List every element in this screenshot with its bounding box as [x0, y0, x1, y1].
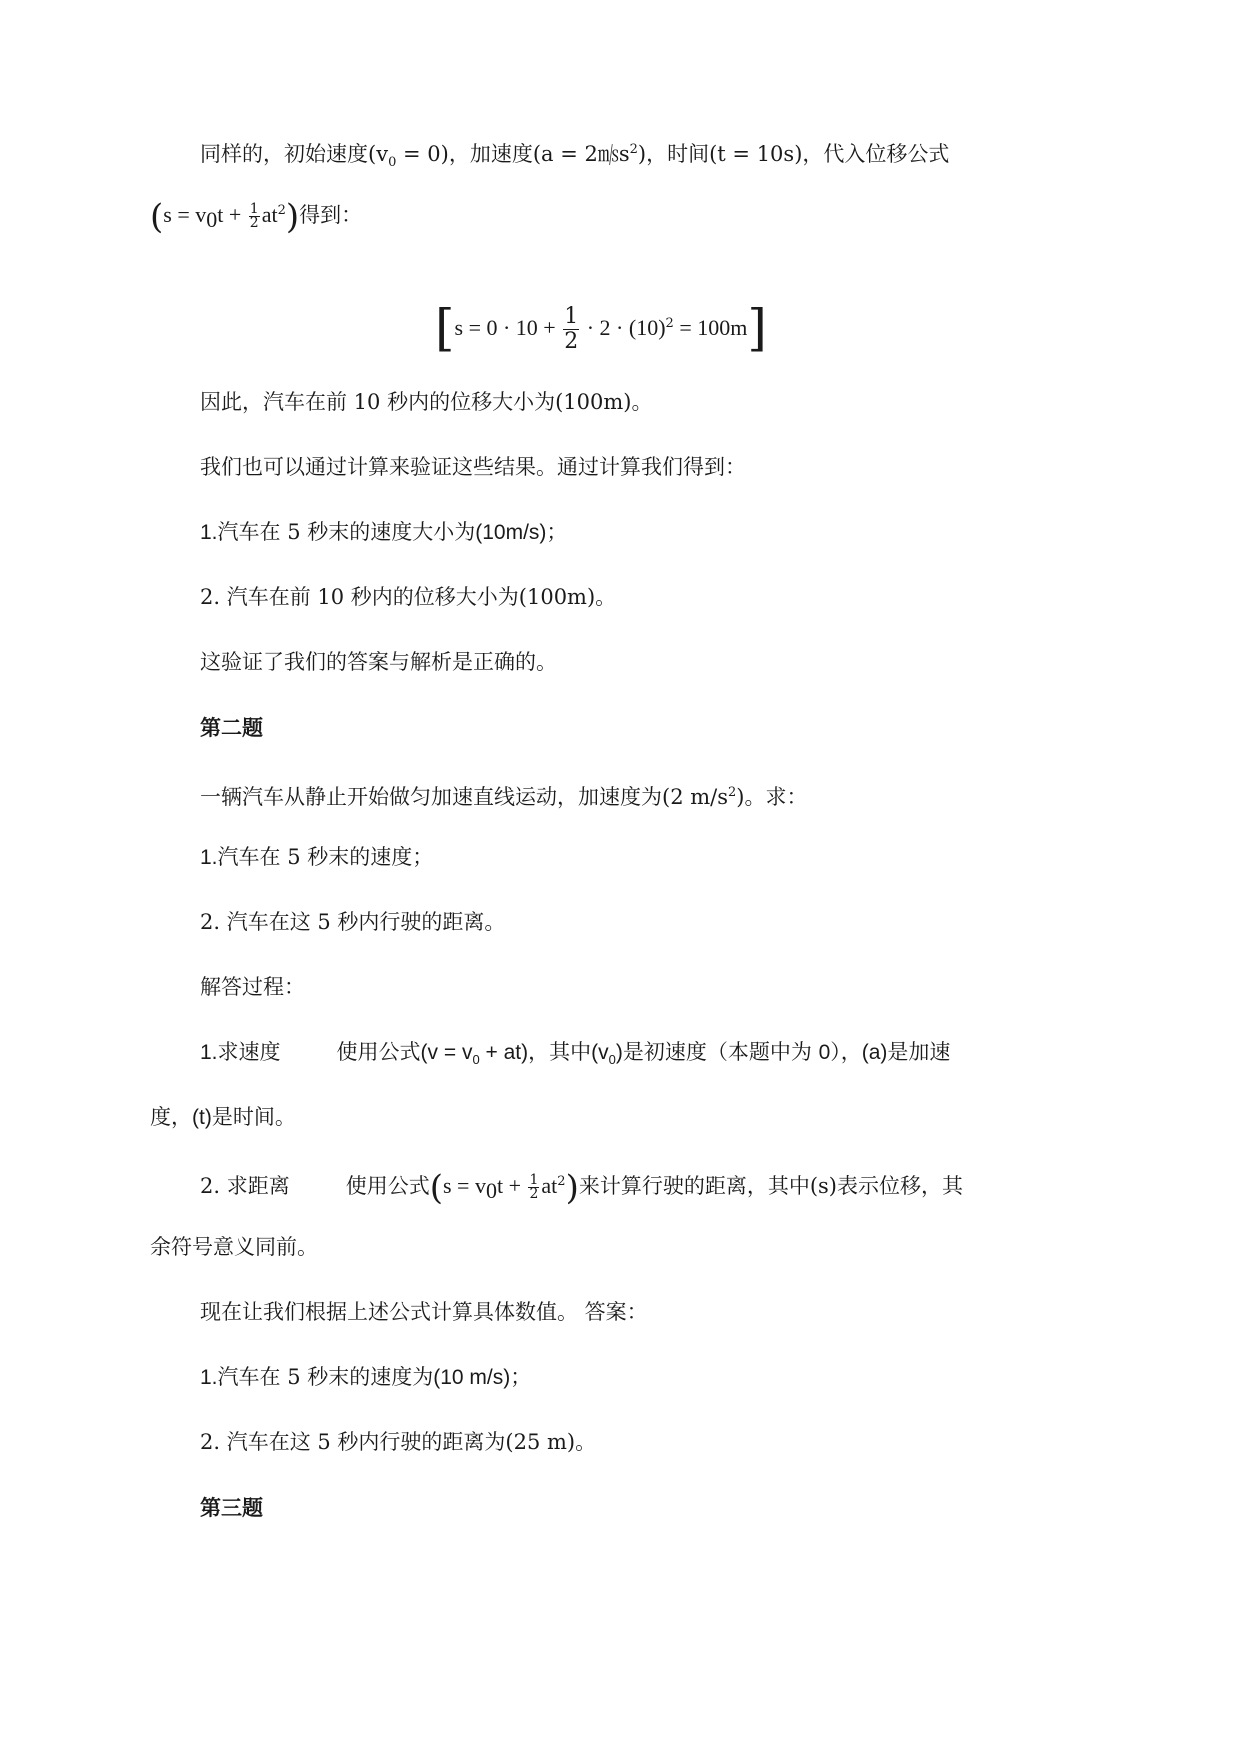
paragraph-initial-values: 同样的，初始速度$(v_0 = 0)$，加速度$(a = 2㎧s^2)$，时间(t = 10s)，代入位移公式 — [200, 142, 950, 171]
heading-question-3: 第三题 — [200, 1496, 263, 1520]
list-item-velocity: 1.汽车在 5 秒末的速度大小为(10m/s)； — [200, 520, 568, 544]
heading-question-2: 第二题 — [200, 716, 263, 740]
paragraph-verify-intro: 我们也可以通过计算来验证这些结果。通过计算我们得到： — [200, 455, 746, 479]
answer-velocity: 1.汽车在 5 秒末的速度为(10 m/s)； — [200, 1365, 532, 1389]
list-item-displacement: 2. 汽车在前 10 秒内的位移大小为(100m)。 — [200, 585, 617, 609]
paragraph-conclusion: 这验证了我们的答案与解析是正确的。 — [200, 650, 557, 674]
solution-step-velocity: 1.求速度 使用公式$(v = v_0 + at)$，其中$(v_0)$是初速度（本题中为 0），(a)是加速 — [200, 1040, 951, 1068]
answer-distance: 2. 汽车在这 5 秒内行驶的距离为(25 m)。 — [200, 1430, 597, 1454]
question-2-part-2: 2. 汽车在这 5 秒内行驶的距离。 — [200, 910, 506, 934]
display-equation: [s = 0 · 10 + $\frac{1}{2}$ · $2 \cdot (10)^2 = 100m$] — [435, 299, 767, 357]
answer-intro: 现在让我们根据上述公式计算具体数值。 答案： — [200, 1300, 648, 1324]
question-2-part-1: 1.汽车在 5 秒末的速度； — [200, 845, 434, 869]
solution-heading: 解答过程： — [200, 975, 305, 999]
paragraph-displacement-result: 因此，汽车在前 10 秒内的位移大小为(100m)。 — [200, 390, 653, 414]
solution-step-distance: 2. 求距离 使用公式($s = v_0t$ + $\frac{1}{2}$ $at^2$)来计算行驶的距离，其中(s)表示位移，其 — [200, 1168, 964, 1208]
displacement-formula-line: ($s = v_0t$ + $\frac{1}{2}$ $at^2$)得到： — [150, 197, 363, 237]
question-2-statement: 一辆汽车从静止开始做匀加速直线运动，加速度为(2 $m/s^2$)。求： — [200, 785, 808, 809]
solution-step-distance-cont: 余符号意义同前。 — [150, 1235, 318, 1259]
solution-step-velocity-cont: 度，(t)是时间。 — [150, 1105, 296, 1129]
